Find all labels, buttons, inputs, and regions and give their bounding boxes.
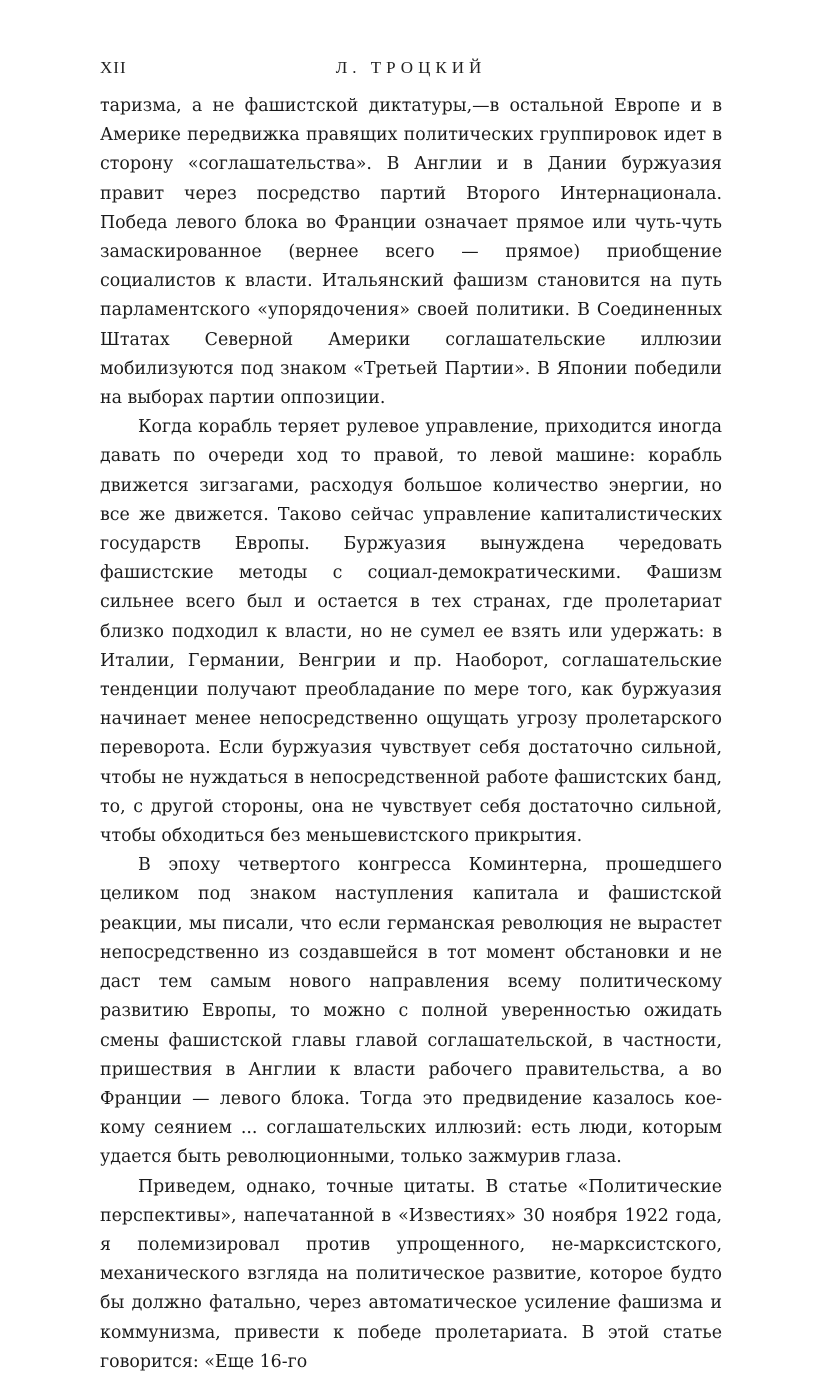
book-page: [100, 58, 722, 1377]
paragraph-continuation: таризма, а не фашистской диктатуры,—в остальной Европе и в Америке передвижка правящих политических группировок идет в сторону «соглашательства». В Англии и в Дании буржуазия правит через посредство партий Второго Интернационала. Победа левого блока во Франции означает прямое или чуть-чуть замаскированное (вернее всего — прямое) приобщение социалистов к власти. Итальянский фашизм становится на путь парламентского «упорядочения» своей политики. В Соединенных Штатах Северной Америки соглашательские иллюзии мобилизуются под знаком «Третьей Партии». В Японии победили на выборах партии оппозиции.: [100, 96, 722, 409]
running-head: [100, 58, 722, 84]
paragraph-quotations: Приведем, однако, точные цитаты. В статье «Политические перспективы», напечатанной в «Известиях» 30 ноября 1922 года, я полемизировал против упрощенного, не-марксистского, механического взгляда на политическое развитие, которое будто бы должно фатально, через автоматическое усиление фашизма и коммунизма, привести к победе пролетариата. В этой статье говорится: «Еще 16-го: [100, 1176, 722, 1372]
page-number: XII: [100, 58, 127, 77]
paragraph-ship-steering: Когда корабль теряет рулевое управление, приходится иногда давать по очереди ход то правой, то левой машине: корабль движется зигзагами, расходуя большое количество энергии, но все же движется. Таково сейчас управление капиталистических государств Европы. Буржуазия вынуждена чередовать фашистские методы с социал-демократическими. Фашизм сильнее всего был и остается в тех странах, где пролетариат близко подходил к власти, но не сумел ее взять или удержать: в Италии, Германии, Венгрии и пр. Наоборот, соглашательские тенденции получают преобладание по мере того, как буржуазия начинает менее непосредственно ощущать угрозу пролетарского переворота. Если буржуазия чувствует себя достаточно сильной, чтобы не нуждаться в непосредственной работе фашистских банд, то, с другой стороны, она не чувствует себя достаточно сильной, чтобы обходиться без меньшевистского прикрытия.: [100, 417, 722, 847]
paragraph-fourth-congress: В эпоху четвертого конгресса Коминтерна, прошедшего целиком под знаком наступления капитала и фашистской реакции, мы писали, что если германская революция не вырастет непосредственно из создавшейся в тот момент обстановки и не даст тем самым нового направления всему политическому развитию Европы, то можно с полной уверенностью ожидать смены фашистской главы главой соглашательской, в частности, пришествия в Англии к власти рабочего правительства, а во Франции — левого блока. Тогда это предвидение казалось кое-кому сеянием ... соглашательских иллюзий: есть люди, которым удается быть революционными, только зажмурив глаза.: [100, 855, 722, 1168]
running-head-author: Л. ТРОЦКИЙ: [335, 58, 487, 77]
body-text: [100, 92, 722, 1377]
